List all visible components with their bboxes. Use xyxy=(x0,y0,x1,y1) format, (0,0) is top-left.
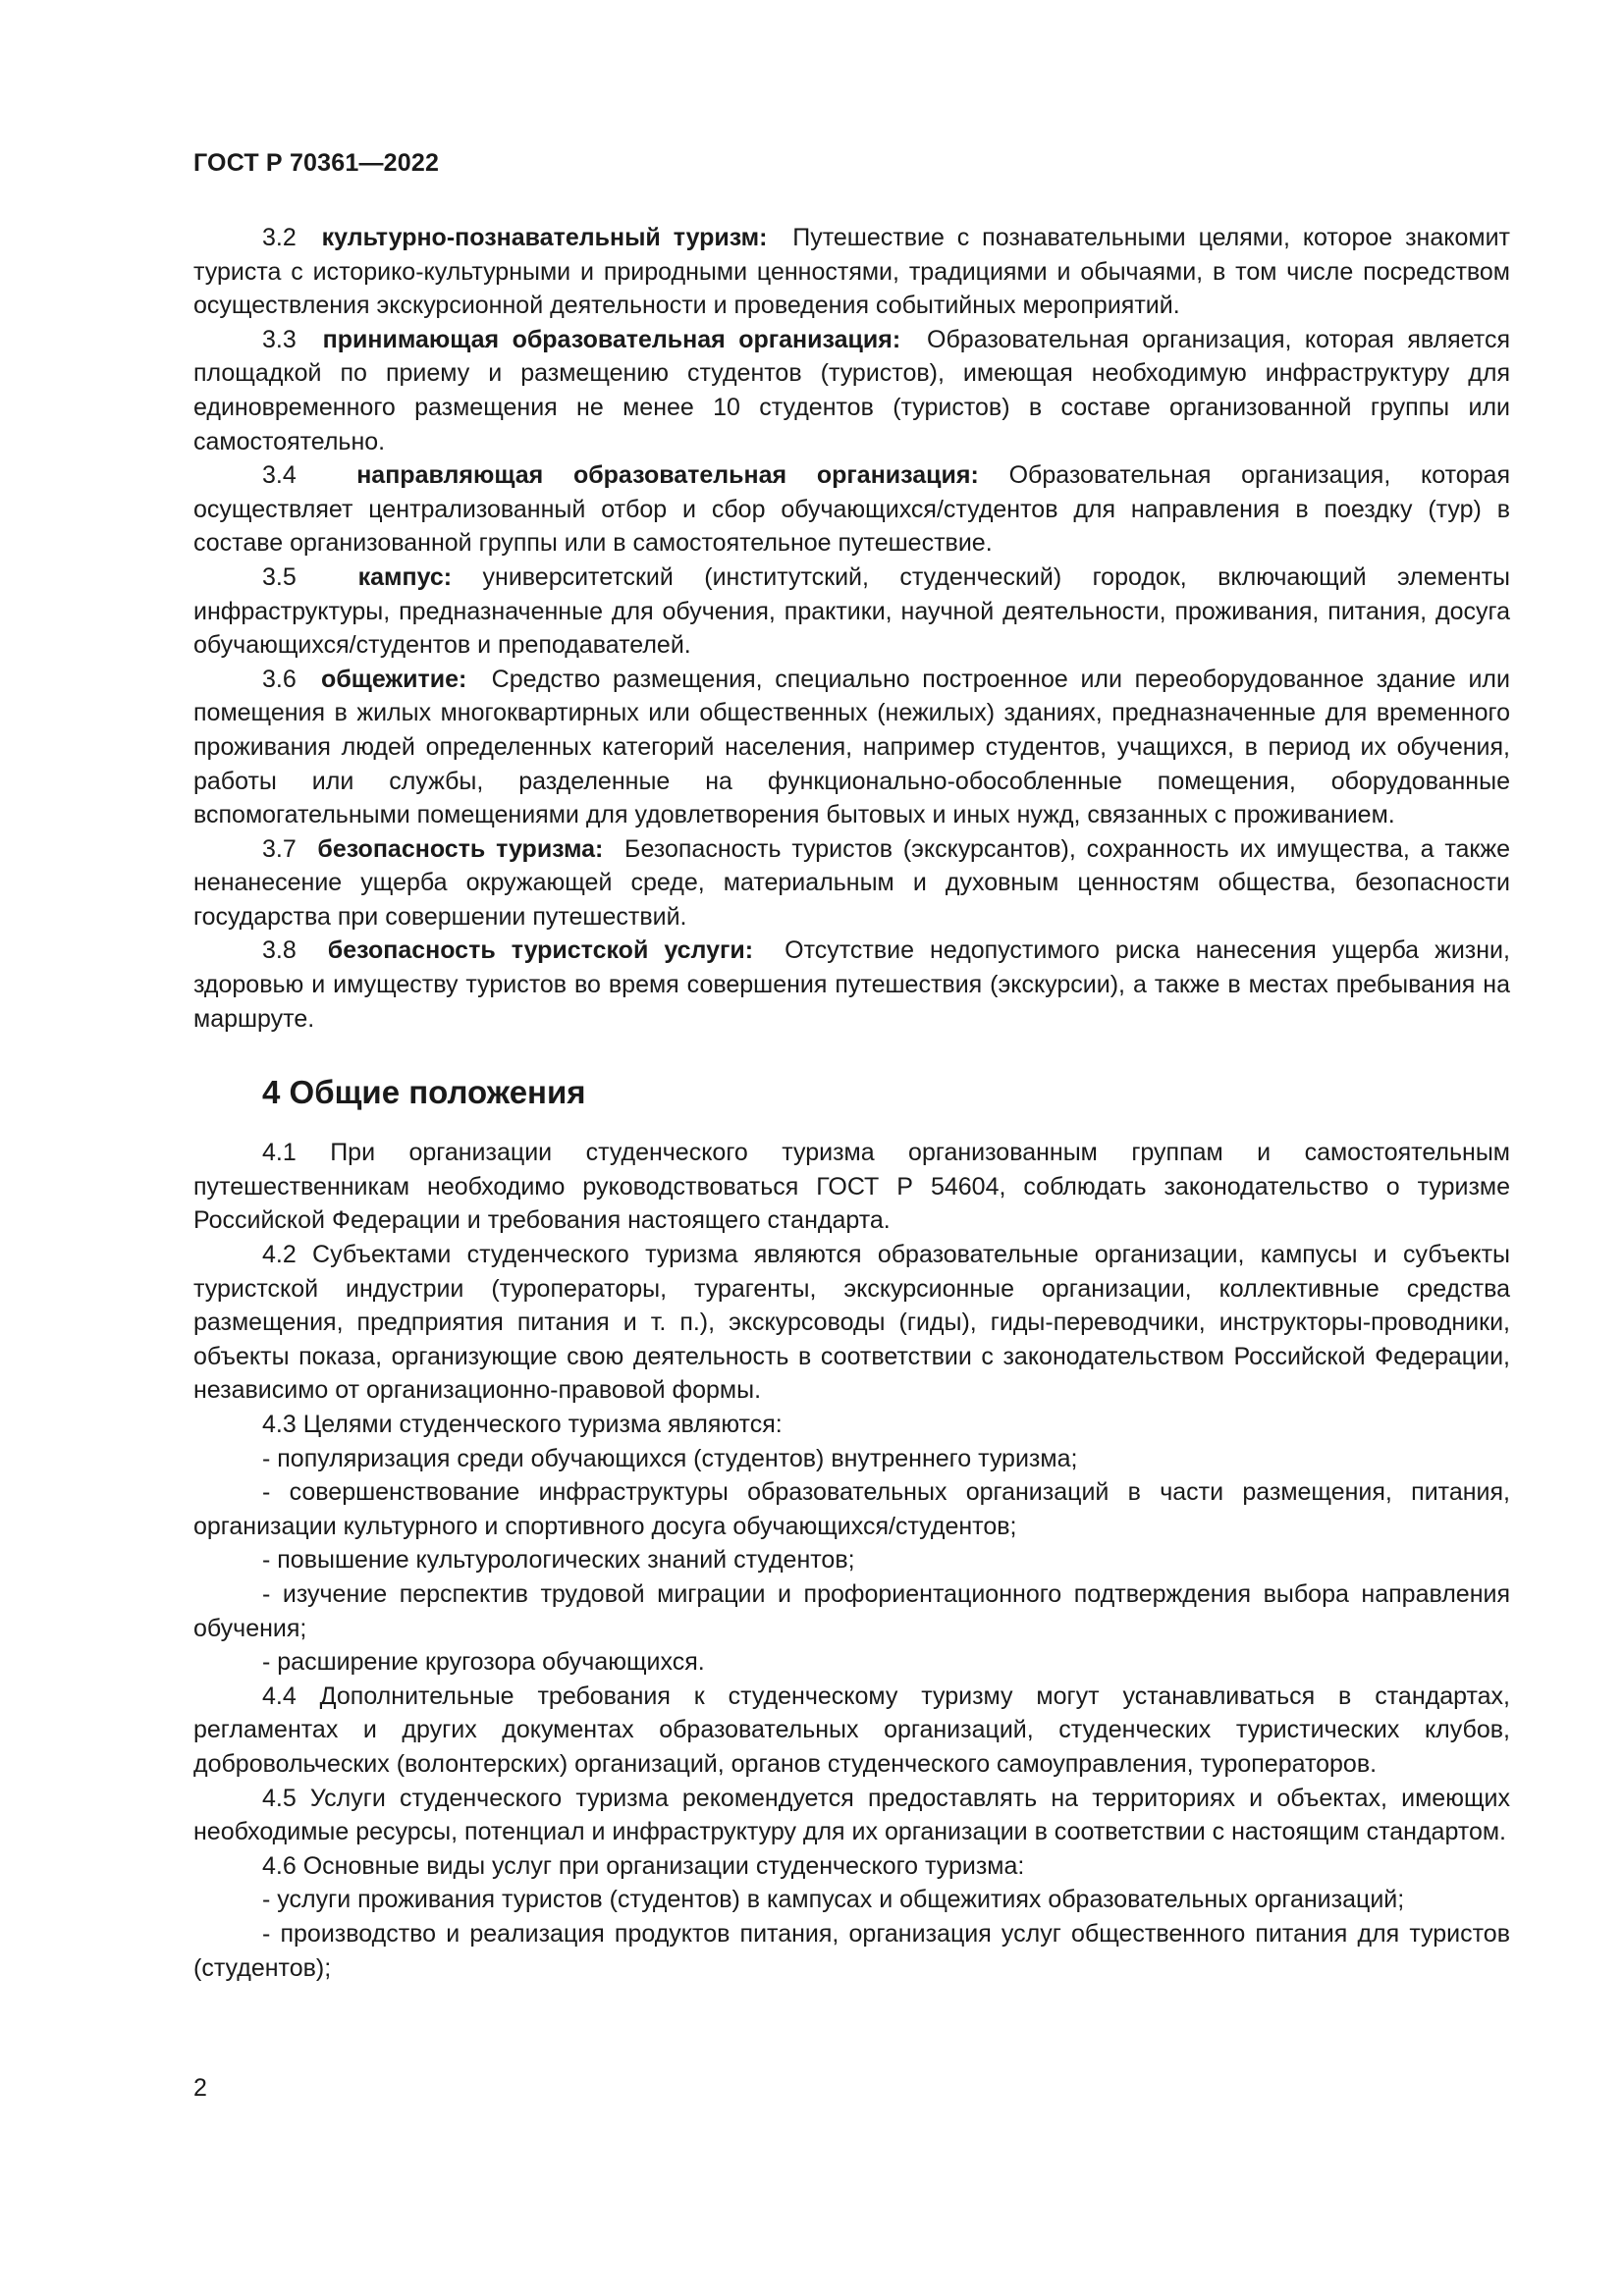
document-header: ГОСТ Р 70361—2022 xyxy=(193,149,440,177)
paragraph: 4.1 При организации студенческого туризма организованным группам и самостоятельным путешественникам необходимо руководствоваться ГОСТ Р 54604, соблюдать законодательство о туризме Российской Федерации и требования настоящего стандарта. xyxy=(193,1139,1510,1235)
definition-term: безопасность туризма: xyxy=(317,834,604,863)
paragraph: 4.6 Основные виды услуг при организации студенческого туризма: xyxy=(262,1851,1025,1880)
definition-term: культурно-познавательный туризм: xyxy=(321,224,768,251)
definition-3-6 xyxy=(193,663,1510,832)
definition-number: 3.7 xyxy=(262,834,297,863)
definition-number: 3.3 xyxy=(262,325,297,353)
definition-3-5 xyxy=(193,561,1510,663)
definition-term: общежитие: xyxy=(321,665,467,693)
definition-text: университетский (институтский, студенческий) городок, включающий элементы инфраструктуры, предназначенные для обучения, практики, научной деятельности, проживания, питания, досуга обучающихся/студентов и преподавателей. xyxy=(193,562,1510,660)
definition-term: принимающая образовательная организация: xyxy=(322,325,901,353)
section-heading: 4 Общие положения xyxy=(262,1074,586,1111)
paragraph: 4.4 Дополнительные требования к студенческому туризму могут устанавливаться в стандартах, регламентах и других документах образовательных организаций, студенческих туристических клубов, добровольческих (волонтерских) организаций, органов студенческого самоуправления, туроператоров. xyxy=(193,1682,1510,1778)
list-item: - популяризация среди обучающихся (студентов) внутреннего туризма; xyxy=(262,1444,1078,1472)
list-item: - услуги проживания туристов (студентов) в кампусах и общежитиях образовательных организаций; xyxy=(262,1886,1405,1914)
definition-number: 3.5 xyxy=(262,562,297,591)
page-number: 2 xyxy=(193,2074,207,2102)
definition-text: Образовательная организация, которая является площадкой по приему и размещению студентов (туристов), имеющая необходимую инфраструктуру для единовременного размещения не менее 10 студентов (туристов) в составе организованной группы или самостоятельно. xyxy=(193,325,1510,455)
definition-3-2 xyxy=(193,221,1510,323)
list-item: - изучение перспектив трудовой миграции и профориентационного подтверждения выбора направления обучения; xyxy=(193,1579,1510,1642)
definition-3-8 xyxy=(193,934,1510,1036)
definition-3-4 xyxy=(193,458,1510,561)
definition-text: Безопасность туристов (экскурсантов), сохранность их имущества, а также ненанесение ущерба окружающей среде, материальным и духовным ценностям общества, безопасности государства при совершении путешествий. xyxy=(193,834,1510,931)
definition-term: кампус: xyxy=(357,562,453,591)
paragraph: 4.5 Услуги студенческого туризма рекомендуется предоставлять на территориях и объектах, имеющих необходимые ресурсы, потенциал и инфраструктуру для их организации в соответствии с настоящим стандартом. xyxy=(193,1784,1510,1846)
definition-3-3 xyxy=(193,323,1510,458)
list-item: - совершенствование инфраструктуры образовательных организаций в части размещения, питания, организации культурного и спортивного досуга обучающихся/студентов; xyxy=(193,1478,1510,1540)
list-item: - производство и реализация продуктов питания, организация услуг общественного питания для туристов (студентов); xyxy=(193,1919,1510,1982)
definition-number: 3.4 xyxy=(262,461,297,490)
definition-term: направляющая образовательная организация: xyxy=(356,461,979,490)
definition-text: Отсутствие недопустимого риска нанесения ущерба жизни, здоровью и имуществу туристов во время совершения путешествия (экскурсии), а также в местах пребывания на маршруте. xyxy=(193,936,1510,1033)
list-item: - расширение кругозора обучающихся. xyxy=(262,1648,705,1677)
list-item: - повышение культурологических знаний студентов; xyxy=(262,1546,855,1575)
definition-number: 3.8 xyxy=(262,936,297,965)
definition-3-7 xyxy=(193,832,1510,934)
paragraph: 4.2 Субъектами студенческого туризма являются образовательные организации, кампусы и субъекты туристской индустрии (туроператоры, турагенты, экскурсионные организации, коллективные средства размещения, предприятия питания и т. п.), экскурсоводы (гиды), гиды-переводчики, инструкторы-проводники, объекты показа, организующие свою деятельность в соответствии с законодательством Российской Федерации, независимо от организационно-правовой формы. xyxy=(193,1241,1510,1405)
document-body xyxy=(193,221,1510,1985)
definition-text: Средство размещения, специально построенное или переоборудованное здание или помещения в жилых многоквартирных или общественных (нежилых) зданиях, предназначенные для временного проживания людей определенных категорий населения, например студентов, учащихся, в период их обучения, работы или службы, разделенные на функционально-обособленные помещения, оборудованные вспомогательными помещениями для удовлетворения бытовых и иных нужд, связанных с проживанием. xyxy=(193,665,1510,829)
definition-text: Путешествие с познавательными целями, которое знакомит туриста с историко-культурными и природными ценностями, традициями и обычаями, в том числе посредством осуществления экскурсионной деятельности и проведения событийных мероприятий. xyxy=(193,224,1510,320)
definition-term: безопасность туристской услуги: xyxy=(327,936,754,965)
definition-text: Образовательная организация, которая осуществляет централизованный отбор и сбор обучающихся/студентов для направления в поездку (тур) в составе организованной группы или в самостоятельное путешествие. xyxy=(193,461,1510,558)
definition-number: 3.2 xyxy=(262,224,297,251)
definition-number: 3.6 xyxy=(262,665,297,693)
paragraph: 4.3 Целями студенческого туризма являются: xyxy=(262,1411,783,1438)
